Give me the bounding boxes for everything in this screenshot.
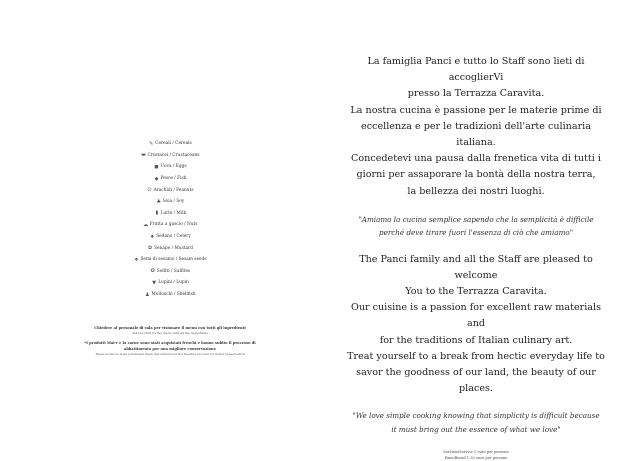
soy-icon: ♣ (156, 198, 161, 205)
allergen-item (100, 161, 240, 173)
allergen-label: Crostacei / Crustaceans (147, 152, 200, 158)
intro-it-line: la bellezza dei nostri luoghi. (407, 185, 545, 197)
intro-en-line: Treat yourself to a break from hectic everyday life to (347, 350, 605, 362)
allergen-item (100, 266, 240, 278)
nut-icon: ☁ (143, 221, 149, 228)
allergen-label: Arachidi / Peanuts (153, 187, 194, 193)
staff-note-it: Chiedere al personale di sala per visionare il menu con tutti gli ingredienti (94, 326, 246, 330)
welcome-panel (345, 54, 607, 461)
allergen-label: Pesce / Fish (160, 176, 187, 182)
allergen-label: Molluschi / Shellfish (151, 292, 196, 298)
frozen-note-en: These products were purchased fresh and underwent the freezing process for better preservation (95, 351, 245, 356)
quote-it-line: perché deve tirare fuori l'essenza di ciò che amiamo" (378, 228, 574, 238)
intro-it-line: Concedetevi una pausa dalla frenetica vita di tutti i (351, 153, 601, 165)
allergen-label: Sedano / Celery (156, 234, 191, 240)
allergen-item (100, 173, 240, 185)
milk-icon: ▮ (155, 210, 159, 217)
lupin-icon: ▼ (152, 279, 157, 286)
allergen-label: Semi di sesamo / Sesam seeds (140, 257, 207, 263)
intro-it-line: giorni per assaporare la bontà della nostra terra, (356, 169, 596, 181)
allergen-item (100, 242, 240, 254)
intro-english (345, 252, 607, 398)
staff-note-en: Ask the staff for the menu with all the ingredients (131, 331, 209, 336)
quote-en-line: "We love simple cooking knowing that simplicity is difficult because (352, 411, 600, 421)
celery-icon: ♦ (149, 233, 155, 240)
quote-it-line: "Amiamo la cucina semplice sapendo che la semplicità è difficile (358, 214, 594, 224)
service-charge: Servizio/Service 1 euro per persone (443, 450, 509, 455)
allergen-label: Cereali / Cereals (155, 141, 192, 147)
intro-en-line: You to the Terrazza Caravita. (405, 286, 547, 298)
menu-notes (80, 326, 260, 357)
intro-en-line: The Panci family and all the Staff are pleased to welcome (359, 253, 593, 281)
allergen-legend (100, 138, 240, 300)
allergen-item (100, 138, 240, 150)
allergen-label: Latte / Milk (160, 210, 187, 216)
egg-icon: ● (154, 163, 159, 170)
intro-it-line: La famiglia Panci e tutto lo Staff sono lieti di accoglierVi (367, 56, 585, 84)
shellfish-icon: ▬ (141, 152, 146, 159)
fish-icon: ◆ (154, 175, 159, 182)
allergen-item (100, 277, 240, 289)
intro-it-line: eccellenza e per le tradizioni dell'arte culinaria italiana. (361, 120, 591, 149)
allergen-label: Solfiti / Sulfites (156, 268, 191, 274)
intro-en-line: for the traditions of Italian culinary art. (379, 334, 573, 346)
sulphite-icon: ✪ (150, 268, 155, 275)
peanut-icon: ∅ (147, 187, 152, 194)
allergen-item (100, 184, 240, 196)
allergen-label: Frutta a guscio / Nuts (149, 222, 198, 228)
allergen-label: Senape / Mustard (154, 245, 193, 251)
allergen-item (100, 208, 240, 220)
allergen-item (100, 150, 240, 162)
intro-en-line: savor the goodness of our land, the beauty of our places. (356, 367, 596, 395)
intro-it-line: La nostra cucina è passione per le materie prime di (350, 104, 602, 116)
allergen-label: Lupini / Lupin (158, 280, 189, 286)
allergen-label: Soia / Soy (162, 199, 185, 205)
sesame-icon: ❖ (134, 256, 139, 263)
quote-english (345, 409, 607, 436)
frozen-note-it: *I prodotti Mai-r e la carne sono stati acquistati freschi e hanno subito il processo di abbattimento per una migliore conservazione (84, 341, 256, 351)
mustard-icon: ✿ (148, 245, 153, 252)
allergen-item (100, 254, 240, 266)
intro-en-line: Our cuisine is a passion for excellent raw materials and (350, 302, 602, 330)
quote-italian (345, 213, 607, 240)
mollusc-icon: ♟ (145, 291, 150, 298)
quote-en-line: it must bring out the essence of what we love" (391, 424, 561, 434)
allergen-item (100, 219, 240, 231)
allergen-item (100, 289, 240, 301)
allergen-item (100, 231, 240, 243)
intro-it-line: presso la Terrazza Caravita. (407, 88, 545, 100)
bread-charge: Pane/Bread 1,50 euro per persone (444, 455, 508, 460)
allergen-label: Uova / Eggs (160, 164, 187, 170)
allergen-item (100, 196, 240, 208)
intro-italian (345, 54, 607, 200)
cereal-icon: ✎ (149, 140, 154, 147)
